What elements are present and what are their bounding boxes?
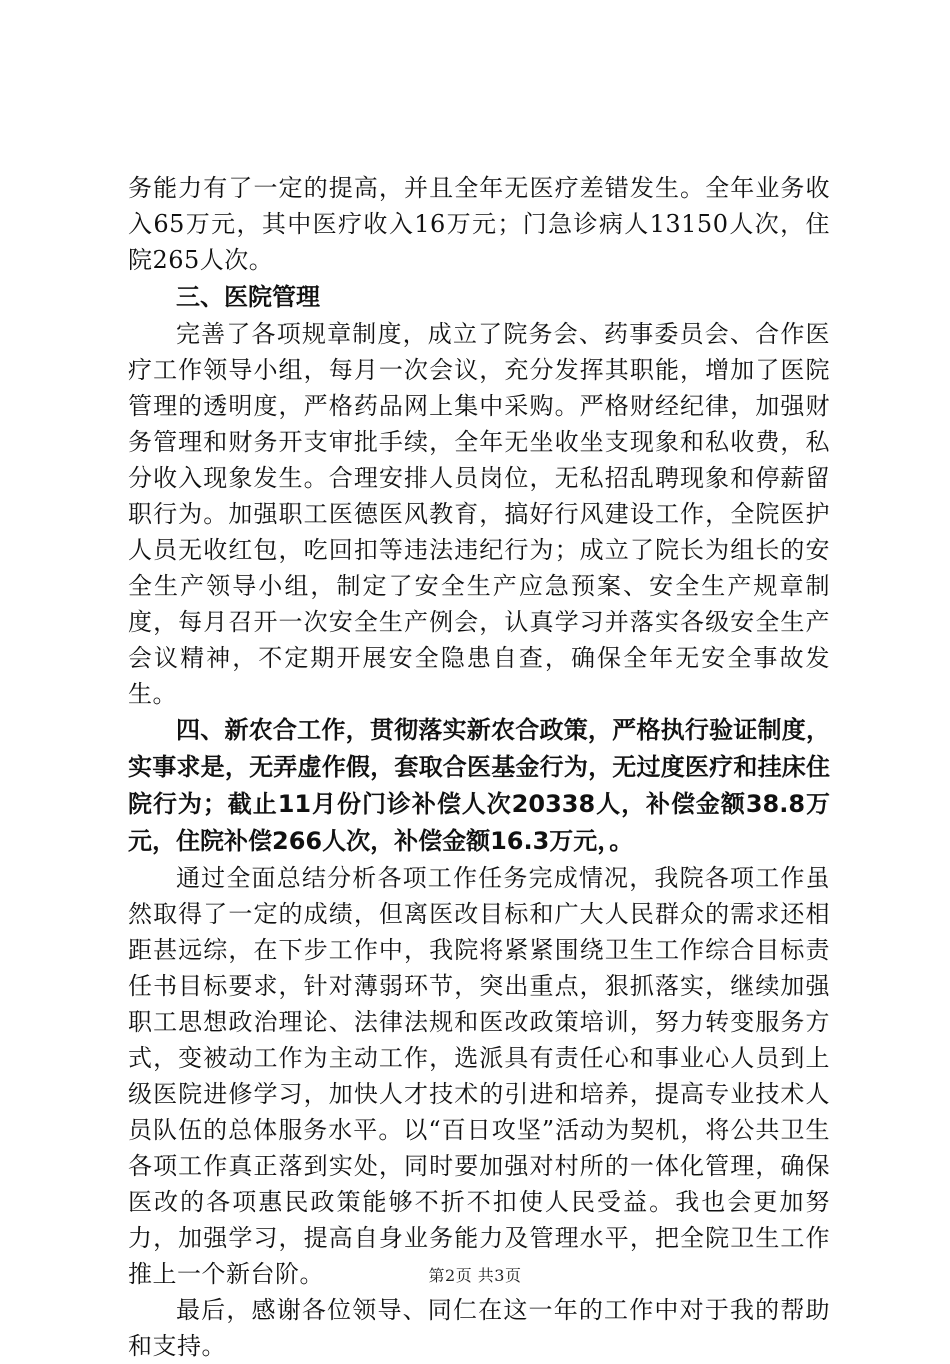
paragraph-rural-cooperative-medical: 四、新农合工作，贯彻落实新农合政策，严格执行验证制度，实事求是，无弄虚作假，套取合医基金行为，无过度医疗和挂床住院行为；截止11月份门诊补偿人次20338人，补偿金额38.8万元，住院补偿266人次，补偿金额16.3万元，。 xyxy=(128,716,830,855)
paragraph-intro: 务能力有了一定的提高，并且全年无医疗差错发生。全年业务收入65万元，其中医疗收入16万元；门急诊病人13150人次，住院265人次。 xyxy=(128,174,830,274)
paragraph-summary: 通过全面总结分析各项工作任务完成情况，我院各项工作虽然取得了一定的成绩，但离医改目标和广大人民群众的需求还相距甚远综，在下步工作中，我院将紧紧围绕卫生工作综合目标责任书目标要求，针对薄弱环节，突出重点，狠抓落实，继续加强职工思想政治理论、法律法规和医改政策培训，努力转变服务方式，变被动工作为主动工作，选派具有责任心和事业心人员到上级医院进修学习，加快人才技术的引进和培养，提高专业技术人员队伍的总体服务水平。以“百日攻坚”活动为契机，将公共卫生各项工作真正落到实处，同时要加强对村所的一体化管理，确保医改的各项惠民政策能够不折不扣使人民受益。我也会更加努力，加强学习，提高自身业务能力及管理水平，把全院卫生工作推上一个新台阶。 xyxy=(128,864,830,1288)
paragraph-thanks: 最后，感谢各位领导、同仁在这一年的工作中对于我的帮助和支持。 xyxy=(128,1296,830,1360)
document-body xyxy=(128,170,830,1364)
page-number-footer: 第2页 共3页 xyxy=(428,1266,522,1285)
section-heading-hospital-management: 三、医院管理 xyxy=(176,283,320,311)
paragraph-management: 完善了各项规章制度，成立了院务会、药事委员会、合作医疗工作领导小组，每月一次会议，充分发挥其职能，增加了医院管理的透明度，严格药品网上集中采购。严格财经纪律，加强财务管理和财务开支审批手续，全年无坐收坐支现象和私收费，私分收入现象发生。合理安排人员岗位，无私招乱聘现象和停薪留职行为。加强职工医德医风教育，搞好行风建设工作，全院医护人员无收红包，吃回扣等违法违纪行为；成立了院长为组长的安全生产领导小组，制定了安全生产应急预案、安全生产规章制度，每月召开一次安全生产例会，认真学习并落实各级安全生产会议精神，不定期开展安全隐患自查，确保全年无安全事故发生。 xyxy=(128,320,830,708)
